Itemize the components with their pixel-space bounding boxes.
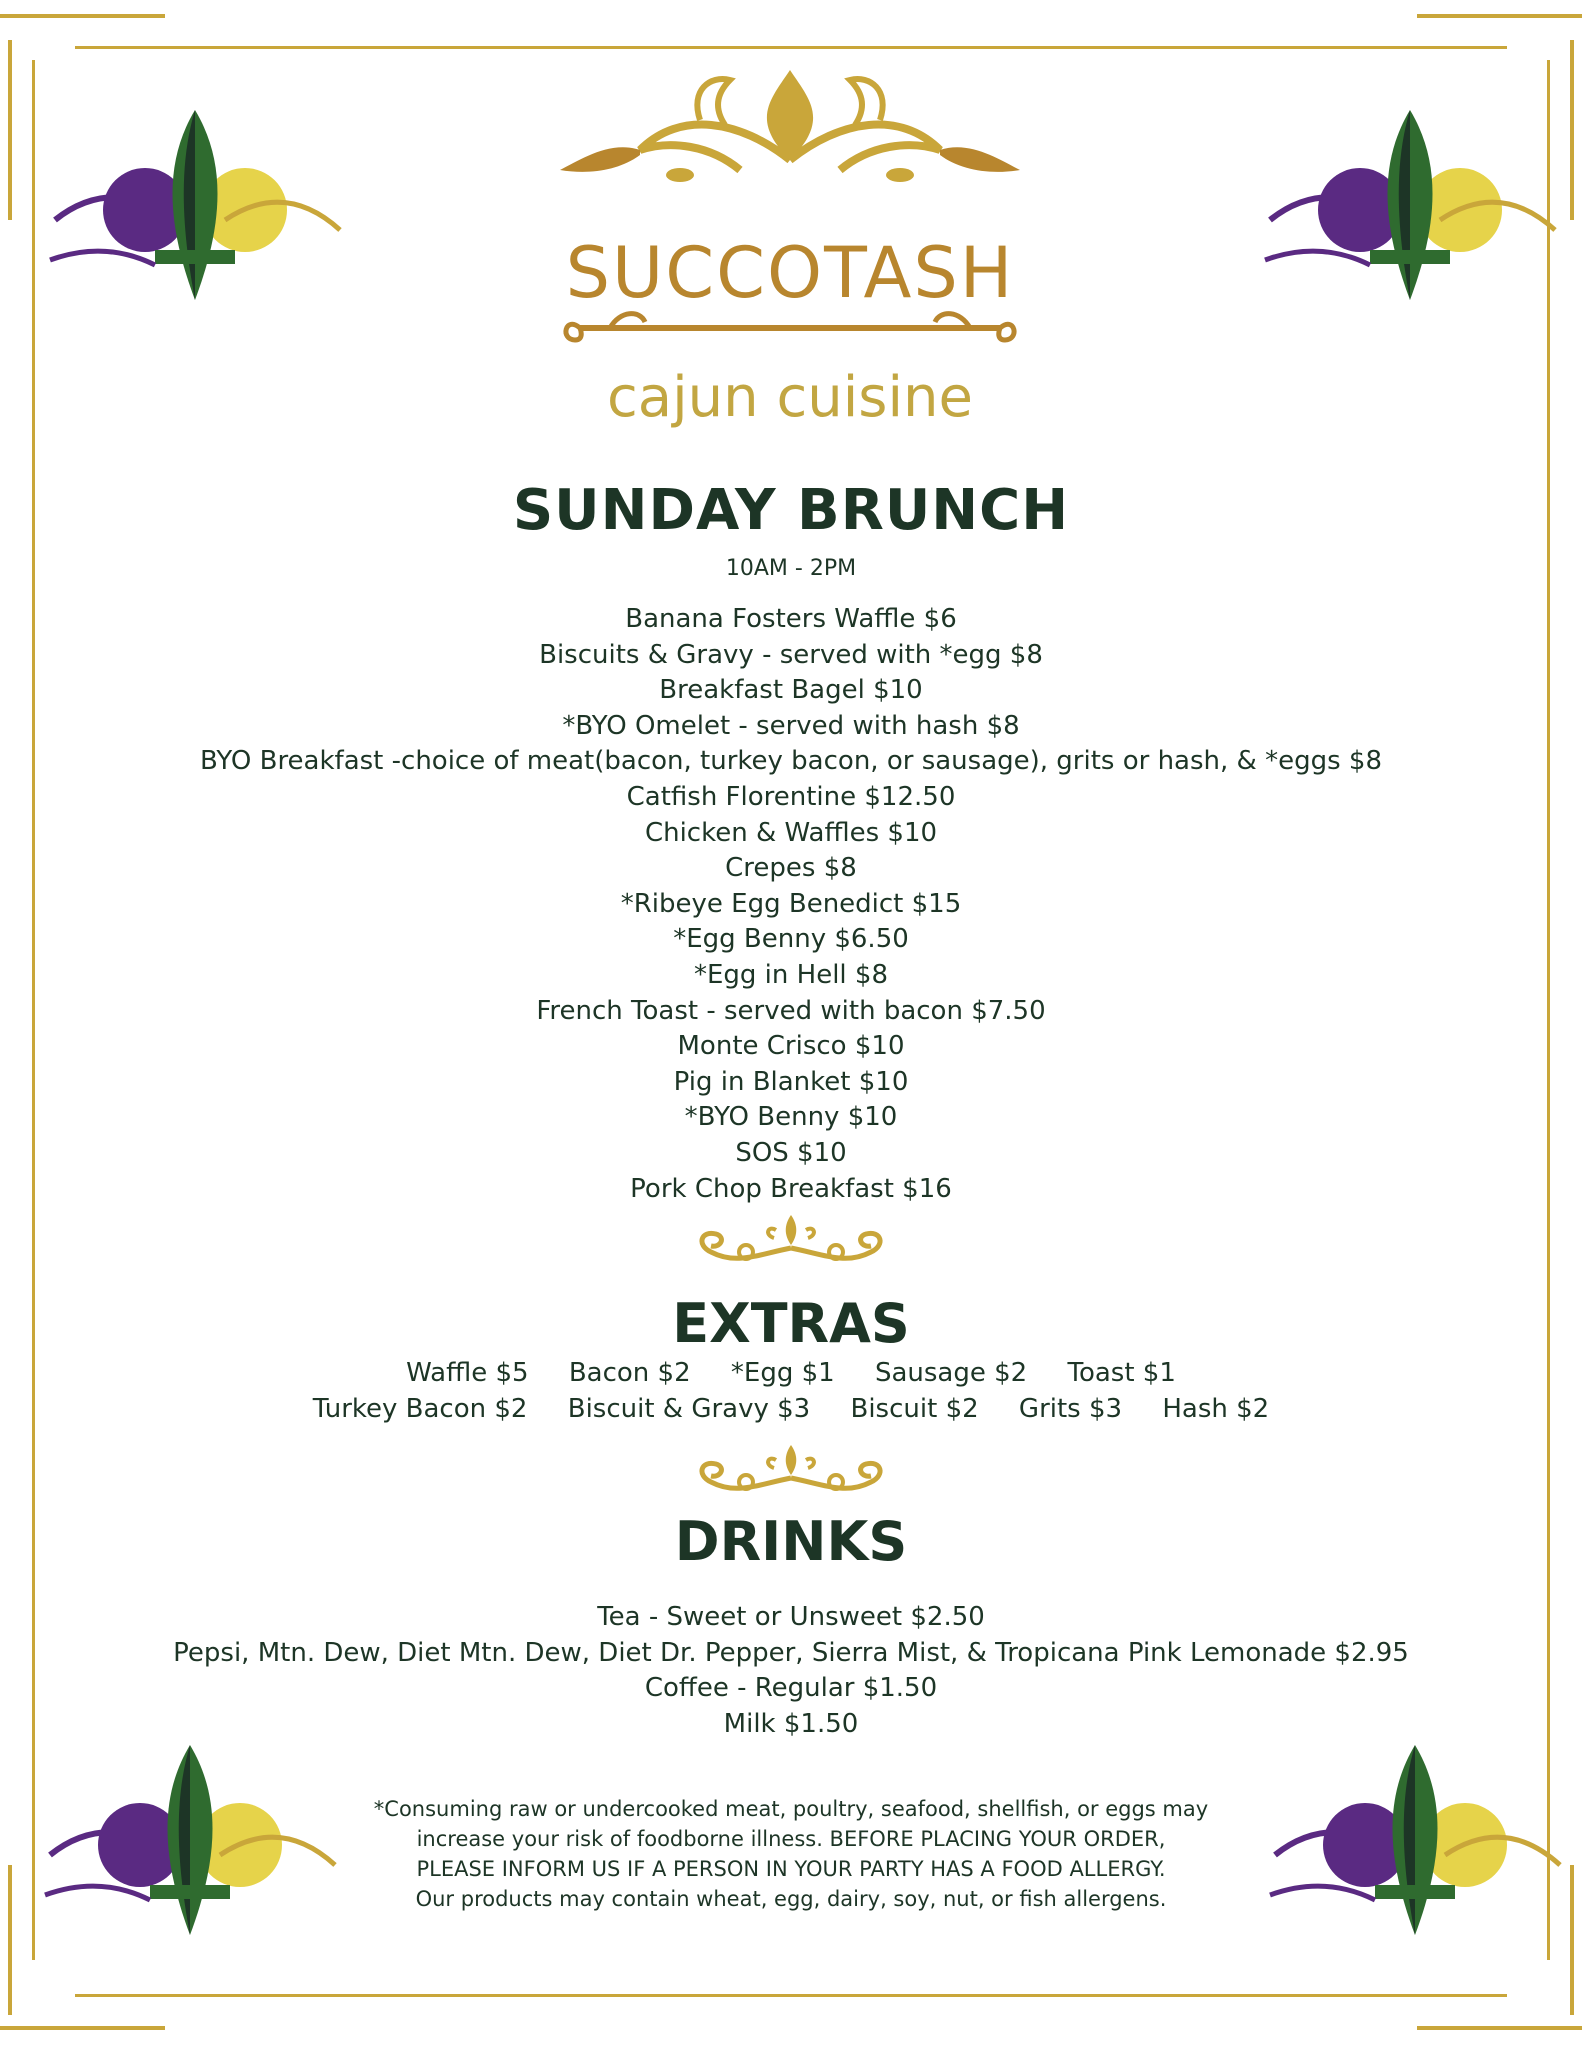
frame-right-top [1570,40,1574,220]
list-item: SOS $10 [735,1137,847,1168]
frame-right-bottom [1570,1865,1574,2015]
fleur-de-lis-icon [1265,1735,1565,1955]
list-item: French Toast - served with bacon $7.50 [536,995,1046,1026]
allergy-disclaimer [330,1794,1252,1914]
list-item: BYO Breakfast -choice of meat(bacon, turkey bacon, or sausage), grits or hash, & *eggs $8 [200,746,1382,777]
list-item: Banana Fosters Waffle $6 [625,604,957,634]
list-item: Crepes $8 [725,853,857,884]
frame-top-left [0,14,165,18]
ornament-divider-icon [676,1440,906,1500]
fleur-de-lis-icon [40,1735,340,1955]
extras-item: Turkey Bacon $2 [312,1394,528,1424]
extras-row [0,1358,1582,1388]
list-item: Milk $1.50 [723,1708,859,1739]
extras-item: Waffle $5 [406,1358,529,1388]
extras-item: Toast $1 [1067,1358,1176,1388]
extras-item: Bacon $2 [568,1358,691,1388]
frame-bottom-left [0,2026,165,2030]
list-item: Catfish Florentine $12.50 [626,781,956,812]
frame-bottom-line [75,1994,1507,1997]
ornament-divider-icon [676,1210,906,1270]
extras-item: *Egg $1 [730,1358,835,1388]
extras-title: EXTRAS [672,1292,910,1355]
extras-item: Hash $2 [1162,1394,1270,1424]
disclaimer-line: increase your risk of foodborne illness. BEFORE PLACING YOUR ORDER, [416,1827,1166,1851]
list-item: *Egg Benny $6.50 [673,924,909,955]
drinks-title: DRINKS [674,1510,908,1573]
list-item: Biscuits & Gravy - served with *egg $8 [539,639,1043,670]
list-item: Monte Crisco $10 [677,1031,905,1062]
disclaimer-line: *Consuming raw or undercooked meat, poultry, seafood, shellfish, or eggs may [373,1797,1209,1821]
restaurant-logo [540,60,1040,450]
list-item: *BYO Omelet - served with hash $8 [562,710,1020,741]
list-item: Tea - Sweet or Unsweet $2.50 [597,1602,985,1632]
disclaimer-line: Our products may contain wheat, egg, dairy, soy, nut, or fish allergens. [415,1887,1167,1911]
list-item: Pig in Blanket $10 [673,1066,909,1097]
list-item: Pork Chop Breakfast $16 [630,1173,952,1204]
brand-tagline: cajun cuisine [607,365,973,430]
disclaimer-line: PLEASE INFORM US IF A PERSON IN YOUR PARTY HAS A FOOD ALLERGY. [416,1857,1166,1881]
list-item: Coffee - Regular $1.50 [644,1673,938,1704]
extras-item: Biscuit & Gravy $3 [567,1394,811,1424]
frame-left-top [8,40,12,220]
frame-top-right [1417,14,1582,18]
list-item: *BYO Benny $10 [684,1102,898,1133]
list-item: *Ribeye Egg Benedict $15 [620,888,962,919]
brand-name: SUCCOTASH [565,232,1015,314]
extras-item: Biscuit $2 [850,1394,979,1424]
brunch-menu-list [0,602,1582,1207]
frame-bottom-right [1417,2026,1582,2030]
list-item: Breakfast Bagel $10 [659,675,923,706]
frame-left-bottom [8,1865,12,2015]
list-item: Chicken & Waffles $10 [644,817,938,848]
extras-item: Grits $3 [1018,1394,1123,1424]
fleur-de-lis-icon [1260,100,1560,320]
extras-row [0,1394,1582,1424]
extras-item: Sausage $2 [874,1358,1028,1388]
drinks-list [0,1600,1582,1742]
fleur-de-lis-icon [45,100,345,320]
list-item: Pepsi, Mtn. Dew, Diet Mtn. Dew, Diet Dr. Pepper, Sierra Mist, & Tropicana Pink Lemonade $2.95 [173,1637,1409,1668]
frame-top-line [75,46,1507,49]
brunch-title: SUNDAY BRUNCH [512,478,1070,543]
brunch-hours: 10AM - 2PM [725,556,857,581]
list-item: *Egg in Hell $8 [693,959,888,990]
